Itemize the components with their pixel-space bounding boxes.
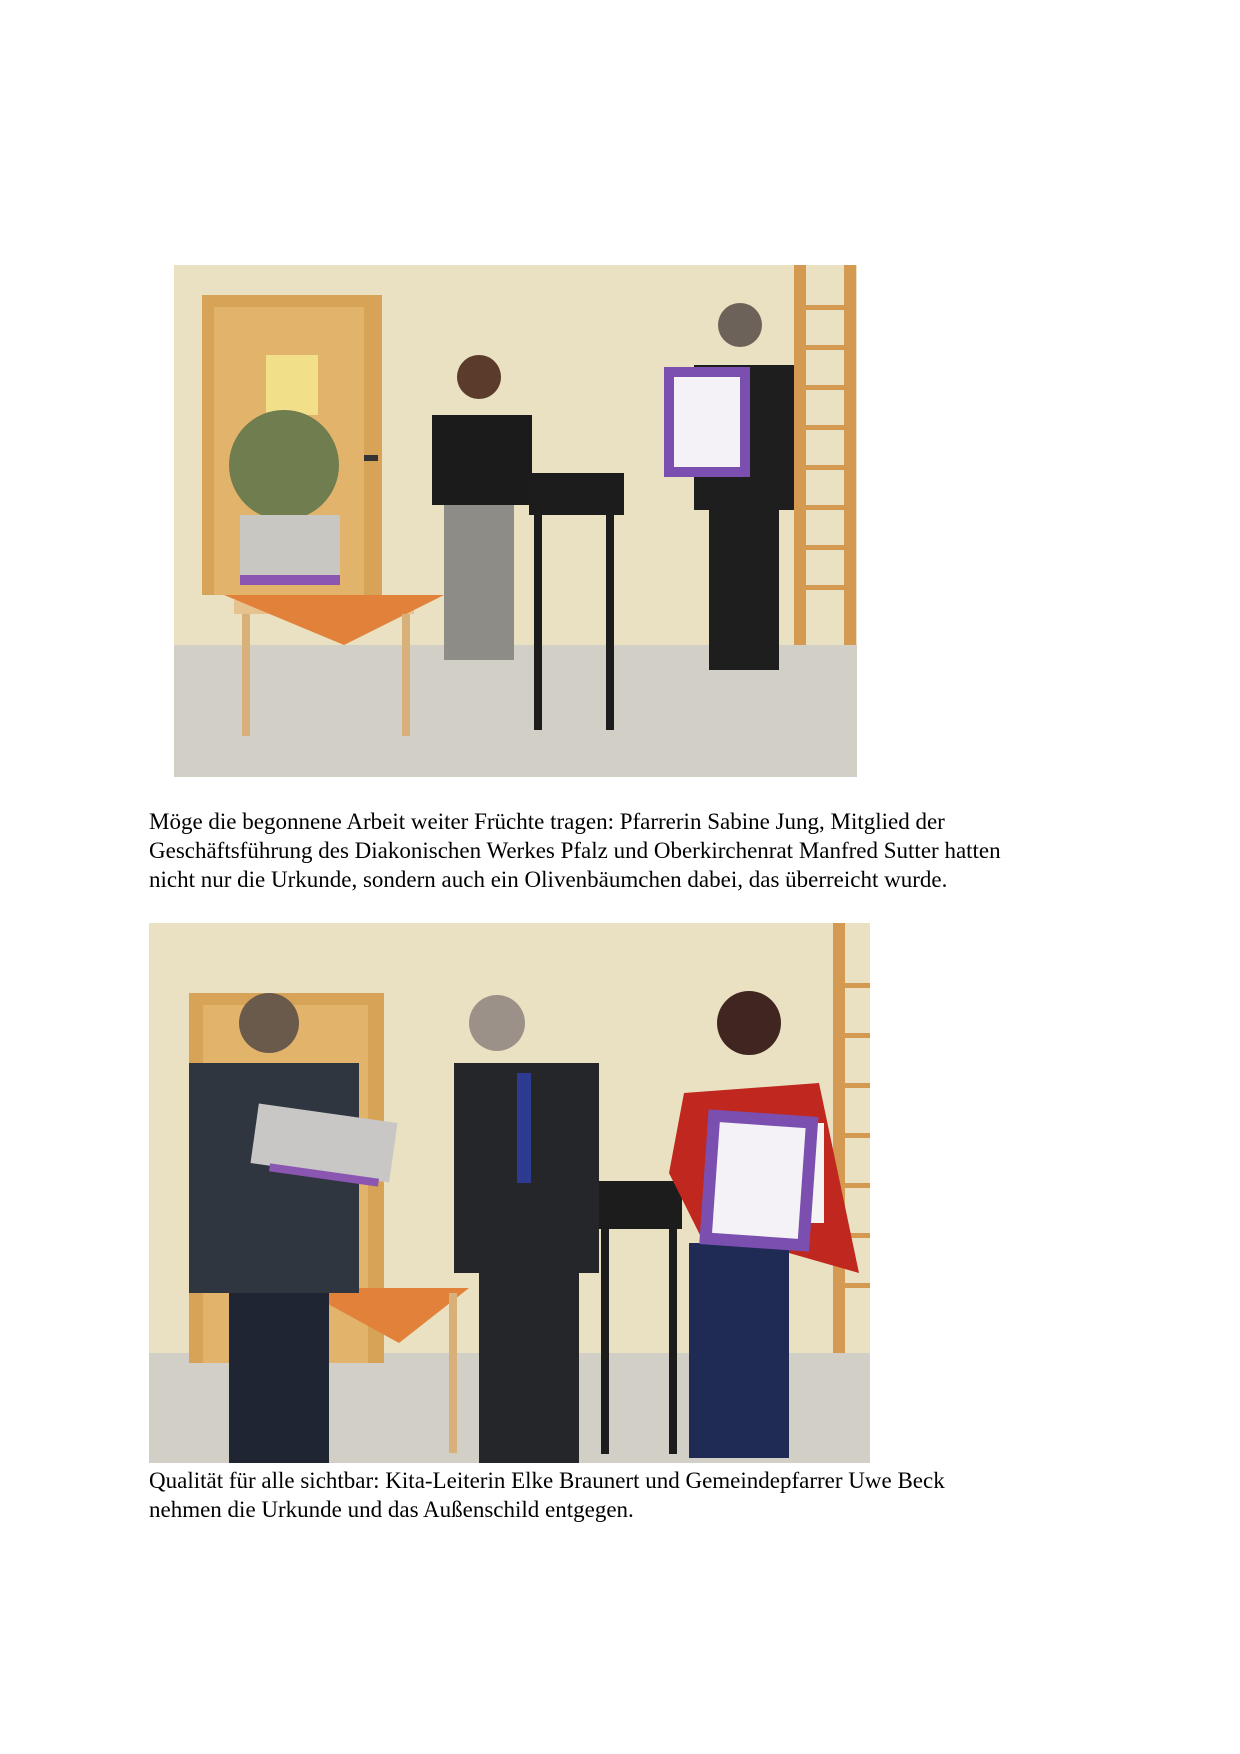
photo-2-image (149, 923, 870, 1463)
photo-1-image (174, 265, 857, 777)
photo-2-caption (149, 1466, 1109, 1524)
caption-line: Qualität für alle sichtbar: Kita-Leiterin Elke Braunert und Gemeindepfarrer Uwe Beck (149, 1468, 945, 1493)
caption-line: Geschäftsführung des Diakonischen Werkes Pfalz und Oberkirchenrat Manfred Sutter hatten (149, 838, 1001, 863)
caption-line: nicht nur die Urkunde, sondern auch ein Olivenbäumchen dabei, das überreicht wurde. (149, 867, 948, 892)
photo-2 (149, 923, 870, 1463)
photo-1-caption (149, 807, 1109, 894)
caption-line: nehmen die Urkunde und das Außenschild entgegen. (149, 1497, 634, 1522)
caption-line: Möge die begonnene Arbeit weiter Früchte tragen: Pfarrerin Sabine Jung, Mitglied der (149, 809, 945, 834)
photo-1 (174, 265, 857, 777)
